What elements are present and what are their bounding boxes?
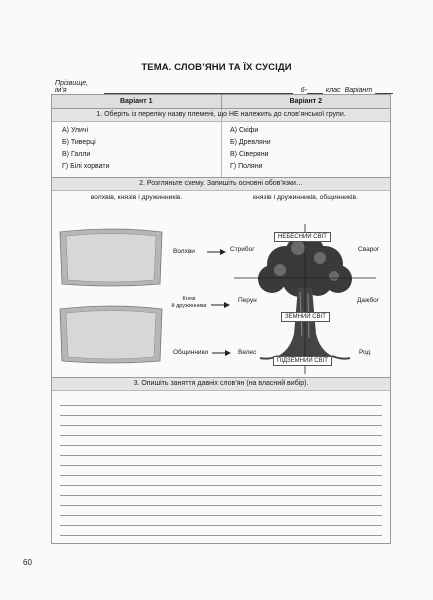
q1-v2-option-c[interactable]: В) Сіверяни	[230, 151, 269, 158]
variant-field[interactable]	[375, 85, 393, 94]
answer-line[interactable]	[60, 405, 382, 406]
page-title: ТЕМА. СЛОВ’ЯНИ ТА ЇХ СУСІДИ	[141, 62, 292, 73]
arrow-right-icon	[207, 248, 227, 256]
grade-label: клас	[325, 87, 341, 94]
q1-v2-option-d[interactable]: Г) Поляни	[230, 163, 263, 170]
q1-v2-option-b[interactable]: Б) Древляни	[230, 139, 271, 146]
answer-line[interactable]	[60, 425, 382, 426]
god-veles: Велес	[238, 349, 257, 356]
q1-column-divider	[221, 109, 222, 177]
world-middle-label: ЗЕМНИЙ СВІТ	[281, 312, 330, 322]
god-svaroh: Сварог	[358, 246, 380, 253]
arrow-right-icon	[212, 349, 232, 357]
variant-header-row	[52, 95, 390, 109]
q1-variant-2-options	[230, 125, 271, 173]
q1-v1-option-d[interactable]: Г) Білі хорвати	[62, 163, 110, 170]
question-2-text: 2. Розгляньте схему. Запишіть основні обов’язки…	[52, 178, 390, 191]
arrow-right-icon	[211, 301, 231, 309]
variant-2-header: Варіант 2	[289, 98, 323, 105]
god-rod: Род	[359, 349, 371, 356]
answer-line[interactable]	[60, 525, 382, 526]
name-field[interactable]	[104, 85, 292, 94]
answer-line[interactable]	[60, 455, 382, 456]
question-1-text: 1. Оберіть із переліку назву племені, що НЕ належить до слов’янської групи.	[52, 109, 390, 122]
variant-label: Варіант	[344, 87, 373, 94]
god-stryboh: Стрибог	[230, 246, 255, 253]
name-label: Прізвище, ім’я	[55, 80, 89, 94]
answer-line[interactable]	[60, 535, 382, 536]
label-knyazi-line2: й дружинники	[171, 303, 207, 309]
grade-suffix: 6-	[300, 87, 308, 94]
grade-field[interactable]	[307, 85, 323, 94]
question-3-text: 3. Опишіть заняття давніх слов’ян (на власний вибір).	[52, 378, 390, 391]
page-number: 60	[23, 558, 32, 567]
answer-line[interactable]	[60, 435, 382, 436]
q1-v2-option-a[interactable]: А) Скіфи	[230, 127, 259, 134]
answer-line[interactable]	[60, 505, 382, 506]
label-knyazi	[167, 296, 211, 310]
variant-1-header: Варіант 1	[52, 95, 222, 108]
answer-line[interactable]	[60, 495, 382, 496]
student-info-line	[55, 80, 393, 94]
answer-board-upper[interactable]	[58, 228, 166, 288]
world-lower-label: ПІДЗЕМНИЙ СВІТ	[273, 356, 332, 366]
q1-v1-option-a[interactable]: А) Уличі	[62, 127, 89, 134]
q1-variant-1-options	[62, 125, 110, 173]
answer-line[interactable]	[60, 475, 382, 476]
q1-v1-option-c[interactable]: В) Галли	[62, 151, 91, 158]
worksheet-frame	[51, 94, 391, 544]
world-upper-label: НЕБЕСНИЙ СВІТ	[274, 232, 331, 242]
answer-line[interactable]	[60, 415, 382, 416]
label-obshchynnyky: Общинники	[173, 349, 209, 356]
answer-board-lower[interactable]	[58, 305, 166, 365]
q1-v1-option-b[interactable]: Б) Тиверці	[62, 139, 96, 146]
god-perun: Перун	[238, 297, 257, 304]
god-dazhboh: Дажбог	[357, 297, 380, 304]
answer-line[interactable]	[60, 485, 382, 486]
label-volkhvy: Волхви	[173, 248, 195, 255]
q2-variant-1-subtitle: волхвів, князів і дружинників.	[90, 194, 183, 201]
answer-line[interactable]	[60, 465, 382, 466]
answer-line[interactable]	[60, 515, 382, 516]
q2-variant-2-subtitle: князів і дружинників, общинників.	[253, 194, 358, 201]
answer-line[interactable]	[60, 445, 382, 446]
label-knyazi-line1: Князі	[182, 296, 196, 302]
